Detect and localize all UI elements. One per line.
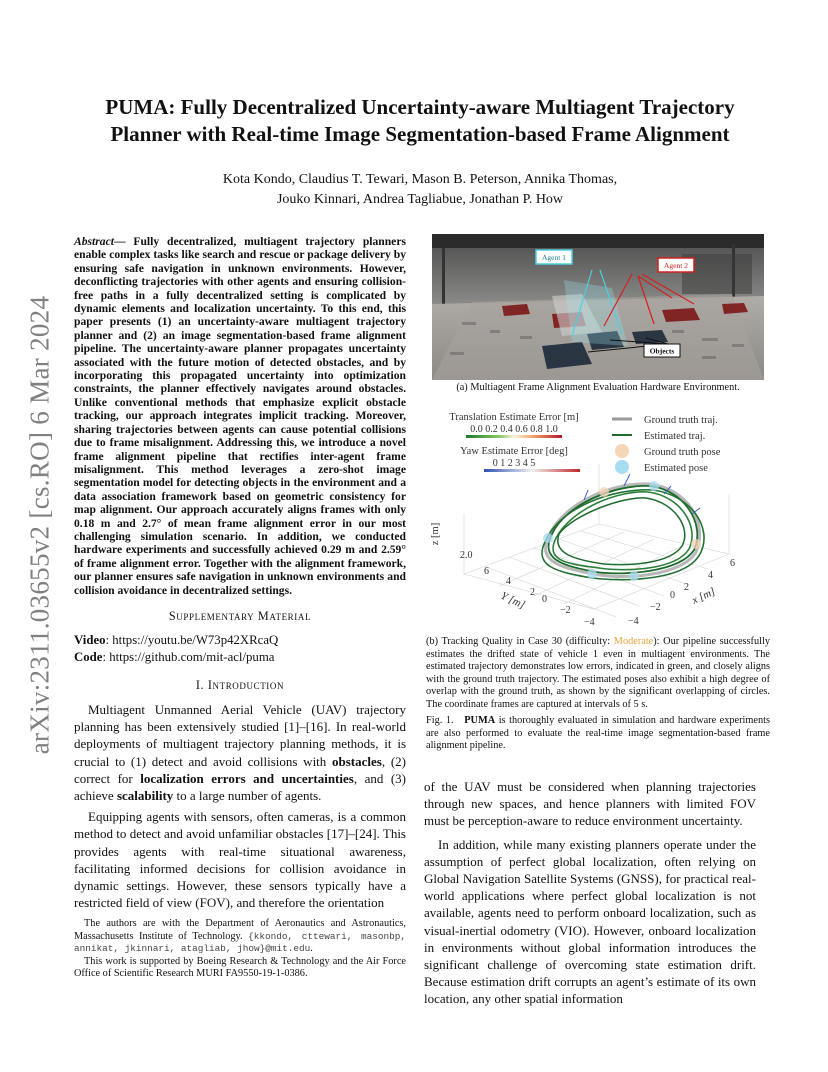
abstract: [74, 235, 406, 597]
author-list: [120, 170, 720, 210]
code-label: Code: [74, 649, 103, 664]
legend-estimated-pose-swatch: [615, 460, 629, 474]
legend-ground-truth-traj: Ground truth traj.: [644, 415, 718, 426]
legend-estimated-pose: Estimated pose: [644, 463, 708, 474]
trajectories: [542, 484, 704, 580]
x-tick-6: −4: [628, 616, 639, 627]
agent2-label: Agent 2: [664, 261, 688, 270]
abstract-text: — Fully decentralized, multiagent trajectory planners enable complex tasks like search and rescue or package delivery by ensuring safe navigation in unknown environments. However, deconflicting trajectories with other agents and ensuring collision-free paths in a fully decentralized setting is complicated by dynamic elements and localization uncertainty. To this end, this paper presents (1) an uncertainty-aware multiagent trajectory planner and (2) an image segmentation-based frame alignment pipeline. The uncertainty-aware planner propagates uncertainty associated with the future motion of detected obstacles, and by incorporating this propagated uncertainty into optimization constraints, the planner effectively navigates around obstacles. Unlike conventional methods that emphasize explicit obstacle tracking, our approach integrates implicit tracking. Moreover, sharing trajectories between agents can cause potential collisions due to frame misalignment. Addressing this, we introduce a novel frame alignment pipeline that rectifies inter-agent frame misalignment. This method leverages a zero-shot image segmentation model for detecting objects in the environment and a data association framework based on geometric consistency for map alignment. Our approach accurately aligns frames with only 0.18 m and 2.7° of mean frame alignment error in our most challenging simulation scenario. In addition, we conducted hardware experiments and successfully achieved 0.29 m and 2.59° of frame alignment error. Together with the alignment framework, our planner ensures safe navigation in unknown environments and collision avoidance in decentralized settings.: [74, 235, 406, 597]
y-tick-1: 6: [484, 566, 489, 577]
x-axis-label: x [m]: [690, 585, 718, 607]
x-tick-2: 4: [708, 570, 713, 581]
abstract-label: Abstract: [74, 235, 114, 248]
figure-caption-b: (b) Tracking Quality in Case 30 (difficulty: Moderate): Our pipeline successfully estimates the drifted state of vehicle 1 even in multiagent environments. The estimated trajectory demonstrates low errors, indicated in green, and closely aligns with the ground truth trajectory. The estimated poses also exhibit a high degree of overlap with the ground truth, as shown by the significant overlapping of circles. The coordinate frames are captured at intervals of 5 s.: [426, 636, 770, 710]
code-link[interactable]: : https://github.com/mit-acl/puma: [102, 649, 275, 664]
author-line-2: Jouko Kinnari, Andrea Tagliabue, Jonathan P. How: [276, 192, 564, 207]
yaw-error-title: Yaw Estimate Error [deg]: [460, 446, 568, 457]
footnote-affiliation: The authors are with the Department of Aeronautics and Astronautics, Massachusetts Institute of Technology. {kkondo, cttewari, masonbp, annikat, jkinnari, atagliab, jhow}@mit.edu.: [74, 918, 406, 954]
y-tick-3: 2: [530, 587, 535, 598]
x-tick-3: 2: [684, 582, 689, 593]
intro-paragraph-2: Equipping agents with sensors, often cameras, is a common method to detect and avoid unfamiliar obstacles [17]–[24]. This provides agents with real-time situational awareness, facilitating informed decisions for collision avoidance in dynamic settings. However, these sensors typically have a restricted field of view (FOV), and therefore the orientation: [74, 809, 406, 911]
video-label: Video: [74, 632, 106, 647]
figure-caption-a: (a) Multiagent Frame Alignment Evaluation Hardware Environment.: [456, 382, 740, 393]
y-tick-5: −2: [560, 605, 571, 616]
legend-ground-truth-pose: Ground truth pose: [644, 447, 721, 458]
x-tick-1: 6: [730, 558, 735, 569]
hardware-environment-photo: [432, 234, 764, 380]
video-link[interactable]: : https://youtu.be/W73p42XRcaQ: [105, 632, 279, 647]
tracking-quality-plot: [424, 404, 774, 632]
legend-ground-truth-pose-swatch: [615, 444, 629, 458]
z-axis-tick: 2.0: [460, 550, 473, 561]
y-tick-4: 0: [542, 594, 547, 605]
intro-heading: I. Introduction: [195, 677, 285, 692]
left-column: [74, 235, 406, 911]
objects-label: Objects: [649, 346, 675, 356]
x-tick-5: −2: [650, 602, 661, 613]
yaw-error-ticks: 0 1 2 3 4 5: [492, 458, 536, 469]
x-tick-4: 0: [670, 590, 675, 601]
footnote: [74, 918, 406, 981]
author-line-1: Kota Kondo, Claudius T. Tewari, Mason B. Peterson, Annika Thomas,: [222, 172, 618, 187]
arxiv-stamp: [20, 290, 60, 760]
difficulty-moderate: Moderate: [613, 636, 654, 647]
supplementary-heading: Supplementary Material: [168, 608, 312, 623]
right-paragraph-1: of the UAV must be considered when planning trajectories through new spaces, and hence planners with limited FOV must be perception-aware to reduce environment uncertainty.: [424, 779, 756, 829]
agent1-label: Agent 1: [542, 253, 566, 262]
intro-paragraph-1: Multiagent Unmanned Aerial Vehicle (UAV) trajectory planning has been extensively studied [1]–[16]. In real-world deployments of multiagent trajectory planning methods, it is crucial to (1) detect and avoid collisions with obstacles, (2) correct for localization errors and uncertainties, and (3) achieve scalability to a large number of agents.: [74, 701, 407, 803]
y-tick-6: −4: [584, 617, 595, 628]
yaw-colorbar: [484, 469, 580, 472]
author-emails: {kkondo, cttewari, masonbp, annikat, jkinnari, atagliab, jhow}@mit.edu: [74, 930, 406, 954]
y-tick-2: 4: [506, 576, 511, 587]
right-paragraph-2: In addition, while many existing planners operate under the assumption of perfect global localization, often relying on Global Navigation Satellite Systems (GNSS), for practical real-world applications where perfect global localization is not available, agents need to perform onboard localization, such as visual-inertial odometry (VIO). However, onboard localization in environments without global information introduces the significant challenge of overcoming state estimation drift. Because estimation drift corrupts an agent’s estimate of its own location, any other spatial information: [424, 836, 756, 1007]
plot-legend: [612, 415, 721, 474]
supplementary-links: [74, 632, 406, 666]
y-axis-label: Y [m]: [498, 589, 527, 612]
z-axis-label: z [m]: [430, 522, 441, 546]
paper-title: PUMA: Fully Decentralized Uncertainty-aware Multiagent Trajectory Planner with Real-time Image Segmentation-based Frame Alignment: [105, 95, 735, 146]
translation-error-title: Translation Estimate Error [m]: [449, 412, 579, 423]
footnote-funding: This work is supported by Boeing Research & Technology and the Air Force Office of Scientific Research MURI FA9550-19-1-0386.: [74, 955, 406, 979]
right-column-body: [424, 778, 756, 1008]
translation-colorbar: [466, 435, 562, 438]
figure-1-caption: Fig. 1. PUMA is thoroughly evaluated in simulation and hardware experiments are also performed to evaluate the real-time image segmentation-based frame alignment pipeline.: [426, 715, 771, 752]
legend-estimated-traj: Estimated traj.: [644, 431, 706, 442]
arxiv-id: arXiv:2311.03655v2 [cs.RO] 6 Mar 2024: [24, 295, 55, 755]
translation-error-ticks: 0.0 0.2 0.4 0.6 0.8 1.0: [470, 424, 558, 435]
